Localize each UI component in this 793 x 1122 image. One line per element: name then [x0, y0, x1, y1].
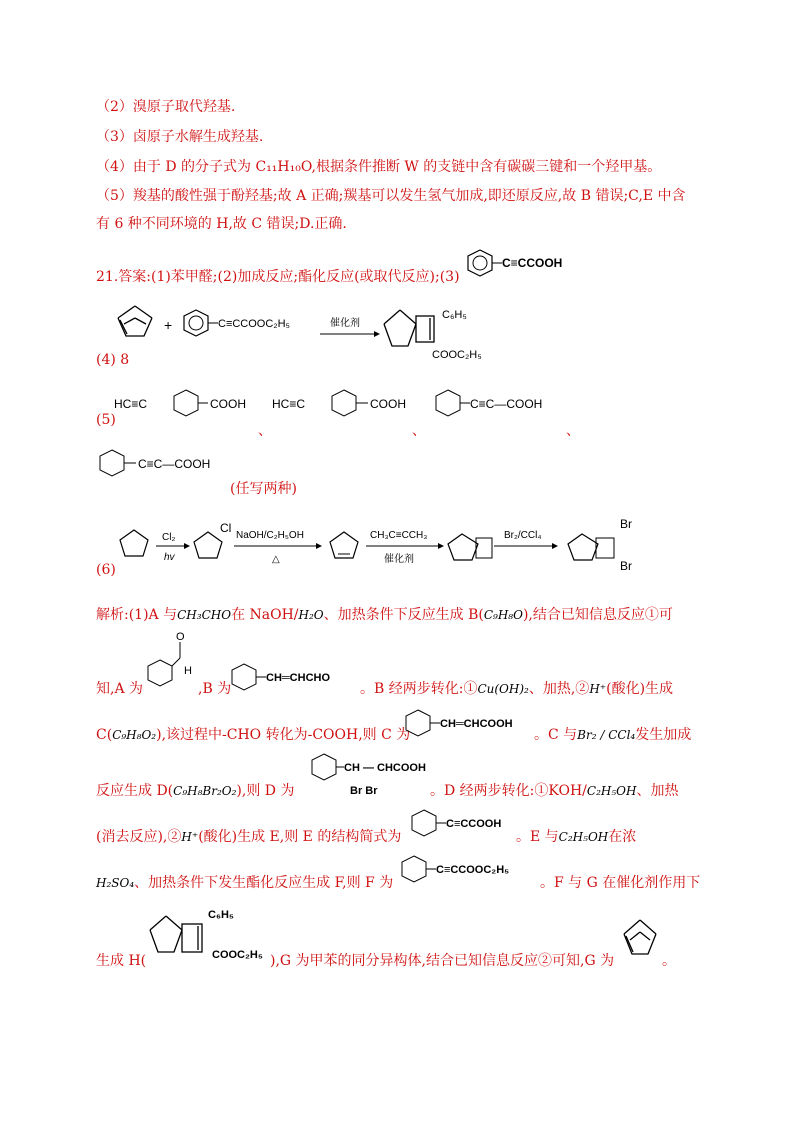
q5-isomers — [114, 380, 584, 430]
analysis-p7b: ),G 为甲苯的同分异构体,结合已知信息反应②可知,G 为 — [270, 953, 615, 969]
p3f: C₉H₈O₂ — [112, 728, 157, 742]
q6-br2: Br — [620, 559, 632, 573]
p5d: 在浓 — [608, 829, 637, 845]
structure-F — [400, 852, 540, 886]
A-H: H — [184, 665, 192, 677]
structure-B — [230, 660, 360, 694]
F-formula: C≡CCOOC₂H₅ — [436, 864, 510, 876]
q6-r2b: △ — [272, 554, 280, 565]
q5-sep-1: 、 — [258, 423, 272, 439]
p1f1: CH₃CHO — [177, 608, 232, 622]
analysis-p2b: ,B 为 — [198, 681, 232, 697]
analysis-p2a: 知,A 为 — [96, 681, 144, 697]
p4a: 反应生成 D( — [96, 783, 174, 799]
C-formula: CH═CHCOOH — [440, 718, 513, 730]
p1f3: C₉H₈O — [483, 608, 523, 622]
q5-s1b: COOH — [210, 397, 246, 411]
p6a: 、加热条件下发生酯化反应生成 F,则 F 为 — [134, 875, 394, 891]
q3-formula: C≡CCOOH — [502, 256, 563, 270]
p2e: H⁺ — [589, 682, 607, 696]
D-formula-1: CH — CHCOOH — [344, 762, 426, 774]
E-formula: C≡CCOOH — [446, 818, 502, 830]
p4f: C₉H₈Br₂O₂ — [173, 784, 237, 798]
structure-E — [410, 806, 520, 840]
analysis-p5c — [516, 826, 636, 846]
q6-route — [112, 510, 672, 580]
q5-s3: C≡C—COOH — [470, 397, 543, 411]
analysis-p3 — [96, 724, 410, 744]
text-line-20-2: （2）溴原子取代羟基. — [96, 99, 236, 115]
analysis-p4c — [430, 780, 678, 800]
p3d: 发生加成 — [635, 727, 692, 743]
q6-r1: Cl₂ — [162, 532, 176, 543]
q6-r3b: 催化剂 — [384, 554, 414, 565]
q6-label: (6) — [96, 562, 116, 578]
answer-21-line: 21.答案:(1)苯甲醛;(2)加成反应;酯化反应(或取代反应);(3) — [96, 269, 460, 285]
p4c: 。D 经两步转化:①KOH/ — [430, 783, 587, 799]
analysis-p2c — [360, 678, 673, 698]
q4-label: (4) 8 — [96, 352, 130, 368]
q4-sub1: C₆H₅ — [442, 309, 467, 321]
structure-C — [404, 706, 534, 740]
q4-sub2: COOC₂H₅ — [432, 349, 482, 361]
p5b: (酸化)生成 E,则 E 的结构简式为 — [198, 829, 402, 845]
q5-isomer-4 — [96, 446, 236, 486]
p3b: ),该过程中-CHO 转化为-COOH,则 C 为 — [156, 727, 411, 743]
text-line-20-5b: 有 6 种不同环境的 H,故 C 错误;D.正确. — [96, 216, 347, 232]
D-formula-2: Br Br — [350, 785, 378, 797]
analysis-p6 — [96, 872, 393, 892]
analysis-p7c: 。 — [662, 953, 676, 969]
p2c: 。B 经两步转化:① — [360, 681, 478, 697]
q5-note: (任写两种) — [230, 481, 297, 497]
A-O: O — [176, 631, 185, 643]
q5-s2: HC≡C — [272, 397, 305, 411]
p5e: H⁺ — [181, 830, 199, 844]
text-line-20-4: （4）由于 D 的分子式为 C₁₁H₁₀O,根据条件推断 W 的支链中含有碳碳三键和一个羟甲基。 — [96, 159, 662, 175]
p4b: ),则 D 为 — [236, 783, 295, 799]
p5f: C₂H₅OH — [558, 830, 609, 844]
structure-q3 — [464, 244, 574, 280]
q5-s2b: COOH — [370, 397, 406, 411]
q6-r4: Br₂/CCl₄ — [504, 530, 542, 541]
p1b: 在 NaOH/ — [231, 607, 299, 623]
q6-r1b: hv — [164, 552, 175, 563]
p2f: Cu(OH)₂ — [477, 682, 529, 696]
p4f2: C₂H₅OH — [586, 784, 637, 798]
q6-r3: CH₃C≡CCH₃ — [370, 530, 428, 541]
p3f2: Br₂ / CCl₄ — [577, 728, 636, 742]
p3a: C( — [96, 727, 113, 743]
p1d: ),结合已知信息反应①可 — [522, 607, 673, 623]
q6-cl: Cl — [220, 521, 232, 535]
p5a: (消去反应),② — [96, 829, 182, 845]
H-sub2: COOC₂H₅ — [212, 949, 263, 961]
p2g: (酸化)生成 — [606, 681, 674, 697]
analysis-p6b: 。F 与 G 在催化剂作用下 — [540, 875, 701, 891]
p1f2: H₂O — [298, 608, 324, 622]
q6-r2: NaOH/C₂H₅OH — [236, 530, 304, 541]
structure-D — [310, 750, 440, 800]
p5c: 。E 与 — [516, 829, 559, 845]
structure-A — [146, 632, 196, 692]
p6f: H₂SO₄ — [96, 876, 135, 890]
analysis-p4 — [96, 780, 294, 800]
q5-label: (5) — [96, 412, 116, 428]
p2d: 、加热,② — [528, 681, 590, 697]
q6-br1: Br — [620, 517, 632, 531]
reaction-q4 — [112, 296, 532, 366]
q4-catalyst: 催化剂 — [330, 318, 360, 329]
analysis-p7a: 生成 H( — [96, 953, 147, 969]
p4d: 、加热 — [636, 783, 679, 799]
H-sub1: C₆H₅ — [208, 909, 234, 921]
q5-sep-3: 、 — [566, 423, 580, 439]
p1a: 解析:(1)A 与 — [96, 607, 178, 623]
q5-s1: HC≡C — [114, 397, 147, 411]
text-line-20-5a: （5）羧基的酸性强于酚羟基;故 A 正确;羰基可以发生氢气加成,即还原反应,故 B 错误;C,E 中含 — [96, 188, 686, 204]
svg-text:+: + — [164, 317, 173, 333]
q5-sep-2: 、 — [412, 423, 426, 439]
p3c: 。C 与 — [534, 727, 578, 743]
analysis-p1 — [96, 604, 673, 624]
analysis-p3c — [534, 724, 691, 744]
q4-reagent: C≡CCOOC₂H₅ — [218, 318, 290, 330]
structure-H — [146, 896, 276, 968]
q5-s4: C≡C—COOH — [138, 457, 211, 471]
structure-G — [620, 914, 664, 960]
B-formula: CH═CHCHO — [266, 672, 331, 684]
text-line-20-3: （3）卤原子水解生成羟基. — [96, 129, 264, 145]
p1c: 、加热条件下反应生成 B( — [323, 607, 484, 623]
analysis-p5 — [96, 826, 401, 846]
